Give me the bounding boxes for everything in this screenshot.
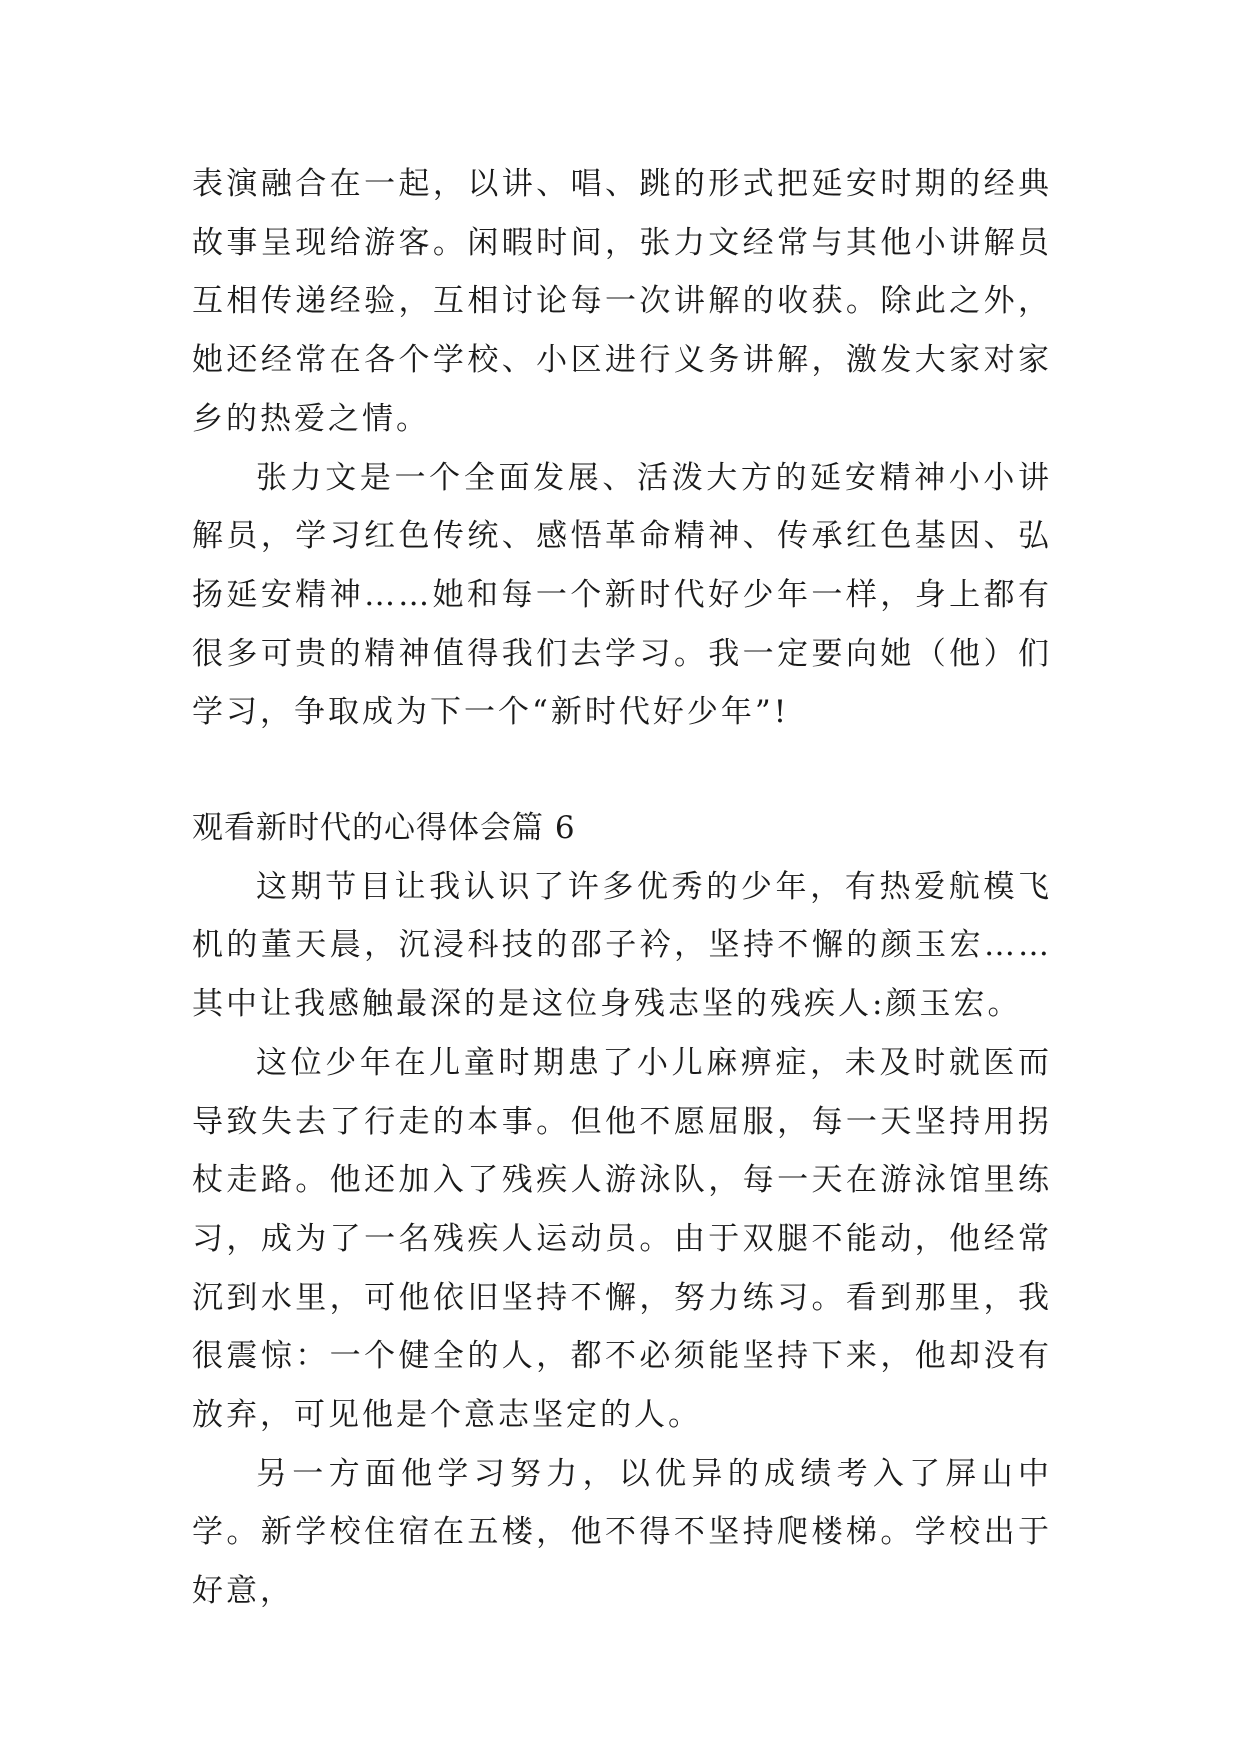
paragraph-intro: 这期节目让我认识了许多优秀的少年，有热爱航模飞机的董天晨，沉浸科技的邵子衿，坚持不懈的颜玉宏……其中让我感触最深的是这位身残志坚的残疾人:颜玉宏。 — [192, 868, 1052, 1023]
paragraph-continued: 表演融合在一起，以讲、唱、跳的形式把延安时期的经典故事呈现给游客。闲暇时间，张力文经常与其他小讲解员互相传递经验，互相讨论每一次讲解的收获。除此之外，她还经常在各个学校、小区进行义务讲解，激发大家对家乡的热爱之情。 — [192, 166, 1052, 437]
paragraph-summary: 张力文是一个全面发展、活泼大方的延安精神小小讲解员，学习红色传统、感悟革命精神、传承红色基因、弘扬延安精神……她和每一个新时代好少年一样，身上都有很多可贵的精神值得我们去学习。我一定要向她（他）们学习，争取成为下一个“新时代好少年”! — [192, 459, 1052, 731]
document-body — [192, 155, 1052, 1621]
paragraph-story: 这位少年在儿童时期患了小儿麻痹症，未及时就医而导致失去了行走的本事。但他不愿屈服，每一天坚持用拐杖走路。他还加入了残疾人游泳队，每一天在游泳馆里练习，成为了一名残疾人运动员。由于双腿不能动，他经常沉到水里，可他依旧坚持不懈，努力练习。看到那里，我很震惊：一个健全的人，都不必须能坚持下来，他却没有放弃，可见他是个意志坚定的人。 — [192, 1044, 1052, 1434]
paragraph-study: 另一方面他学习努力，以优异的成绩考入了屏山中学。新学校住宿在五楼，他不得不坚持爬楼梯。学校出于好意， — [192, 1455, 1052, 1610]
section-heading: 观看新时代的心得体会篇 6 — [192, 810, 576, 847]
